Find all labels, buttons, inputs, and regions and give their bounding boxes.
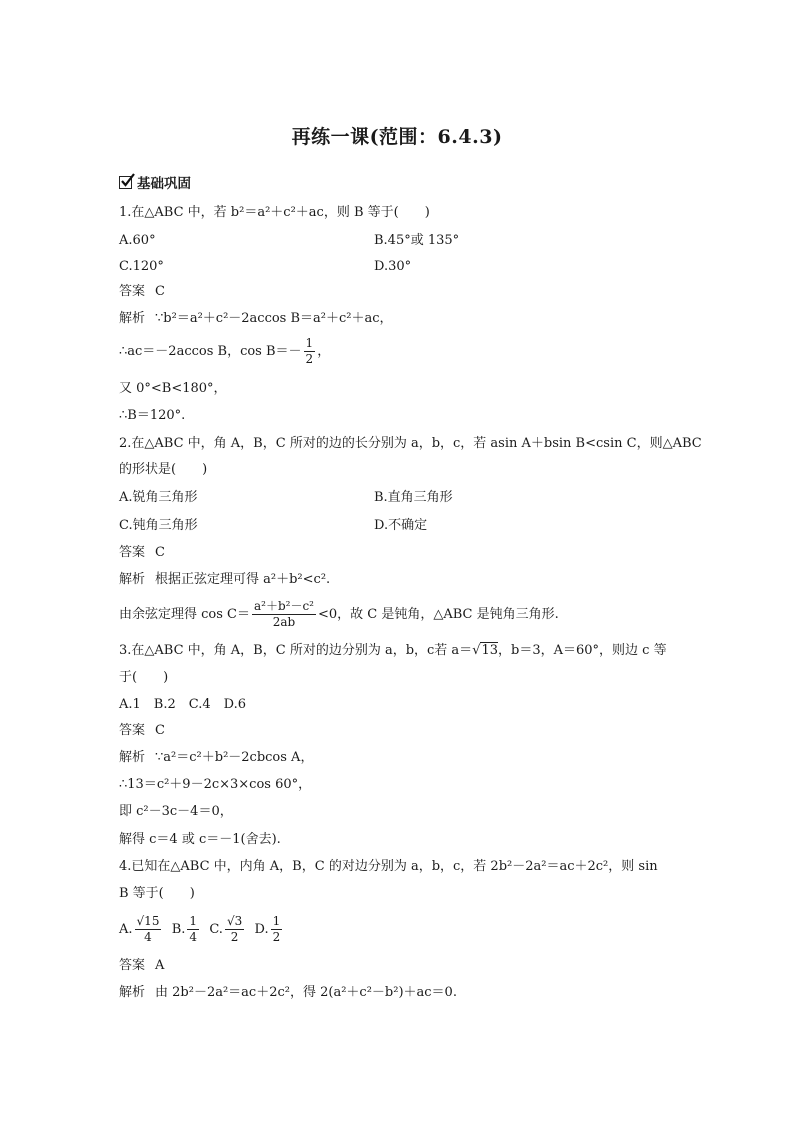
q4-stem-2: B 等于( ): [119, 886, 195, 901]
analysis-text: 由余弦定理得 cos C＝: [119, 607, 250, 622]
stem-text: ，b＝3，A＝60°，则边 c 等: [498, 643, 667, 658]
stem-text: 3.在△ABC 中，角 A，B，C 所对的边分别为 a，b，c若 a＝: [119, 643, 473, 658]
fraction-denominator: 2ab: [272, 615, 296, 629]
q2-option-b: B.直角三角形: [374, 490, 453, 505]
fraction-denominator: 4: [189, 930, 198, 944]
fraction: [304, 336, 316, 367]
fraction-numerator: 1: [272, 914, 281, 928]
fraction: [187, 914, 199, 945]
fraction-numerator: √3: [226, 914, 243, 928]
analysis-label: 解析: [119, 572, 146, 587]
answer-value: C: [155, 723, 165, 738]
q4-stem-1: 4.已知在△ABC 中，内角 A，B，C 的对边分别为 a，b，c，若 2b²－2a²＝ac＋2c²，则 sin: [119, 859, 658, 874]
option-label: C.: [209, 922, 223, 937]
q3-analysis-1: [119, 749, 313, 767]
q2-stem-1: 2.在△ABC 中，角 A，B，C 所对的边的长分别为 a，b，c，若 asin A＋bsin B<csin C，则△ABC: [119, 436, 702, 451]
q1-option-c: C.120°: [119, 259, 164, 274]
answer-label: 答案: [119, 723, 146, 738]
q2-analysis-1: [119, 571, 330, 589]
fraction-denominator: 4: [144, 930, 152, 944]
fraction: [271, 914, 283, 945]
fraction: [135, 914, 162, 945]
q1-option-d: D.30°: [374, 259, 412, 274]
analysis-label: 解析: [119, 985, 146, 1000]
q1-answer: [119, 283, 165, 301]
fraction-denominator: 2: [305, 352, 314, 366]
q2-stem-2: 的形状是( ): [119, 462, 208, 477]
analysis-text: 由 2b²－2a²＝ac＋2c²，得 2(a²＋c²－b²)＋ac＝0.: [155, 985, 457, 1000]
analysis-label: 解析: [119, 750, 146, 765]
answer-value: C: [155, 284, 165, 299]
q1-analysis-4: ∴B＝120°.: [119, 408, 186, 423]
analysis-text: ∵b²＝a²＋c²－2accos B＝a²＋c²＋ac，: [155, 311, 393, 326]
answer-value: C: [155, 545, 165, 560]
section-label: 基础巩固: [137, 176, 191, 192]
q3-analysis-3: 即 c²－3c－4＝0，: [119, 804, 233, 819]
q1-analysis-2: [119, 336, 330, 367]
section-heading: [119, 172, 191, 192]
analysis-text: ，: [317, 344, 331, 359]
fraction-numerator: √15: [136, 914, 160, 928]
q2-answer: [119, 544, 165, 562]
q1-analysis-1: [119, 310, 393, 328]
q3-stem-2: 于( ): [119, 670, 169, 685]
q3-answer: [119, 722, 165, 740]
analysis-label: 解析: [119, 311, 146, 326]
answer-label: 答案: [119, 958, 146, 973]
analysis-text: ∴ac＝－2accos B，cos B＝－: [119, 344, 302, 359]
fraction-denominator: 2: [272, 930, 281, 944]
answer-label: 答案: [119, 284, 146, 299]
q1-option-a: A.60°: [119, 233, 156, 248]
q4-options: [119, 912, 284, 948]
fraction: [225, 914, 244, 945]
q3-analysis-4: 解得 c＝4 或 c＝－1(舍去).: [119, 832, 281, 847]
option-label: B.: [171, 922, 186, 937]
q2-option-c: C.钝角三角形: [119, 518, 198, 533]
analysis-text: 根据正弦定理可得 a²＋b²<c².: [155, 572, 331, 587]
q1-stem: 1.在△ABC 中，若 b²＝a²＋c²＋ac，则 B 等于( ): [119, 205, 430, 220]
fraction-numerator: a²＋b²－c²: [254, 599, 314, 613]
q3-options: A.1 B.2 C.4 D.6: [119, 697, 246, 712]
fraction-numerator: 1: [305, 336, 314, 350]
analysis-text: <0，故 C 是钝角，△ABC 是钝角三角形.: [318, 607, 559, 622]
q2-option-d: D.不确定: [374, 518, 428, 533]
page-title: 再练一课(范围：6.4.3): [291, 126, 503, 148]
q2-analysis-2: [119, 598, 559, 632]
radicand: 13: [481, 643, 499, 658]
q3-analysis-2: ∴13＝c²＋9－2c×3×cos 60°，: [119, 777, 312, 792]
answer-value: A: [155, 958, 165, 973]
answer-label: 答案: [119, 545, 146, 560]
checkbox-check-icon: [119, 176, 132, 189]
q2-option-a: A.锐角三角形: [119, 490, 198, 505]
q1-option-b: B.45°或 135°: [374, 233, 460, 248]
option-label: A.: [119, 922, 133, 937]
analysis-text: ∵a²＝c²＋b²－2cbcos A，: [155, 750, 314, 765]
option-label: D.: [254, 922, 269, 937]
q4-answer: [119, 957, 164, 975]
fraction-denominator: 2: [230, 930, 239, 944]
q1-analysis-3: 又 0°<B<180°，: [119, 381, 227, 396]
fraction-numerator: 1: [189, 914, 198, 928]
fraction: [252, 599, 316, 630]
q4-analysis-1: [119, 984, 457, 1002]
q3-stem-1: 3.在△ABC 中，角 A，B，C 所对的边分别为 a，b，c若 a＝√13，b＝3，A＝60°，则边 c 等: [119, 643, 667, 658]
